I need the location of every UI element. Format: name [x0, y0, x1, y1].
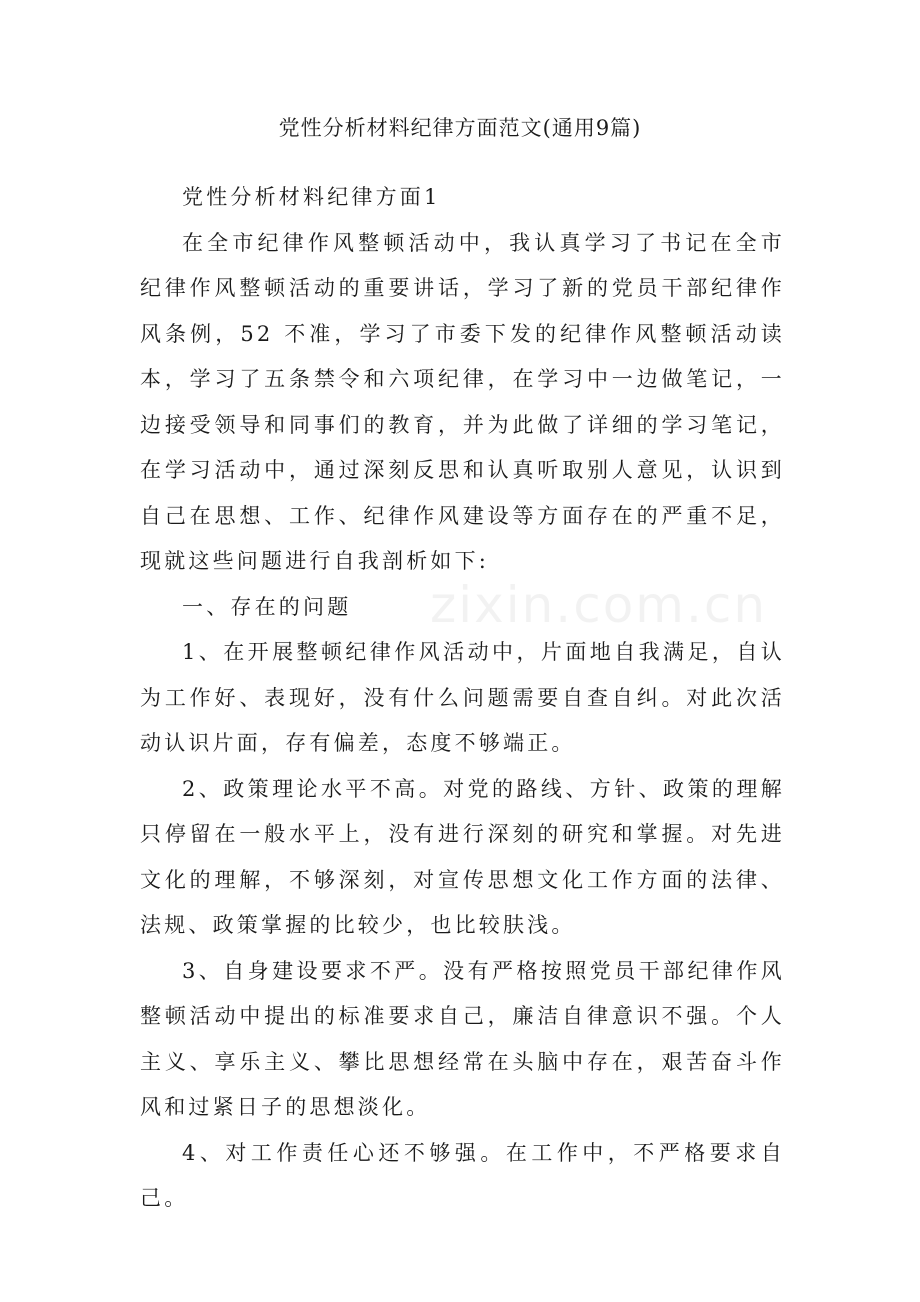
watermark: zixin.com.cn — [430, 576, 768, 634]
body-paragraph: 3、自身建设要求不严。没有严格按照党员干部纪律作风整顿活动中提出的标准要求自己，廉洁自律意识不强。个人主义、享乐主义、攀比思想经常在头脑中存在，艰苦奋斗作风和过紧日子的思想淡化。 — [140, 958, 785, 1119]
body-paragraph: 2、政策理论水平不高。对党的路线、方针、政策的理解只停留在一般水平上，没有进行深刻的研究和掌握。对先进文化的理解，不够深刻，对宣传思想文化工作方面的法律、法规、政策掌握的比较少，也比较肤浅。 — [140, 776, 785, 937]
document-body — [140, 175, 785, 1222]
document-title: 党性分析材料纪律方面范文(通用9篇) — [278, 116, 642, 140]
body-paragraph: 1、在开展整顿纪律作风活动中，片面地自我满足，自认为工作好、表现好，没有什么问题需要自查自纠。对此次活动认识片面，存有偏差，态度不够端正。 — [140, 640, 785, 755]
section-heading: 党性分析材料纪律方面1 — [182, 185, 441, 209]
subsection-heading: 一、存在的问题 — [182, 594, 352, 619]
body-paragraph: 在全市纪律作风整顿活动中，我认真学习了书记在全市纪律作风整顿活动的重要讲话，学习了新的党员干部纪律作风条例，52 不准，学习了市委下发的纪律作风整顿活动读本，学习了五条禁令和六项纪律，在学习中一边做笔记，一边接受领导和同事们的教育，并为此做了详细的学习笔记，在学习活动中，通过深刻反思和认真听取别人意见，认识到自己在思想、工作、纪律作风建设等方面存在的严重不足，现就这些问题进行自我剖析如下: — [140, 230, 785, 573]
body-paragraph: 4、对工作责任心还不够强。在工作中，不严格要求自己。 — [140, 1140, 785, 1210]
